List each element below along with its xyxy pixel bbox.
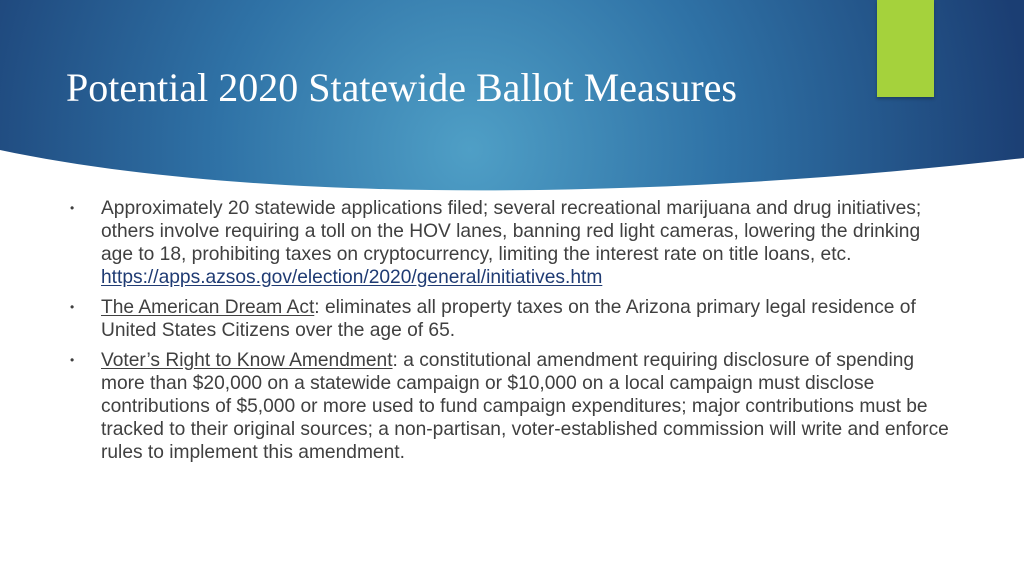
bullet-item xyxy=(70,296,950,342)
bullet-text: Approximately 20 statewide applications filed; several recreational marijuana and drug initiatives; others involve requiring a toll on the HOV lanes, banning red light cameras, lowering the drinking age to 18, prohibiting taxes on cryptocurrency, limiting the interest rate on title loans, etc. xyxy=(101,198,922,265)
voters-right-to-know-link[interactable]: Voter’s Right to Know Amendment xyxy=(101,350,393,371)
bullet-icon: • xyxy=(70,300,75,314)
bullet-icon: • xyxy=(70,353,75,367)
bullet-list xyxy=(70,197,950,471)
accent-bar xyxy=(877,0,934,97)
american-dream-act-link[interactable]: The American Dream Act xyxy=(101,297,315,318)
bullet-item xyxy=(70,197,950,289)
bullet-text: : a constitutional amendment requiring disclosure of spending more than $20,000 on a statewide campaign or $10,000 on a local campaign must disclose contributions of $5,000 or more used to fund campaign expenditures; major contributions must be tracked to their original sources; a non-partisan, voter-established commission will write and enforce rules to implement this amendment. xyxy=(101,350,949,463)
bullet-item xyxy=(70,349,950,464)
slide-title: Potential 2020 Statewide Ballot Measures xyxy=(66,65,737,110)
bullet-text: : eliminates all property taxes on the Arizona primary legal residence of United States Citizens over the age of 65. xyxy=(101,297,916,341)
bullet-icon: • xyxy=(70,201,75,215)
initiatives-link[interactable]: https://apps.azsos.gov/election/2020/general/initiatives.htm xyxy=(101,267,603,288)
